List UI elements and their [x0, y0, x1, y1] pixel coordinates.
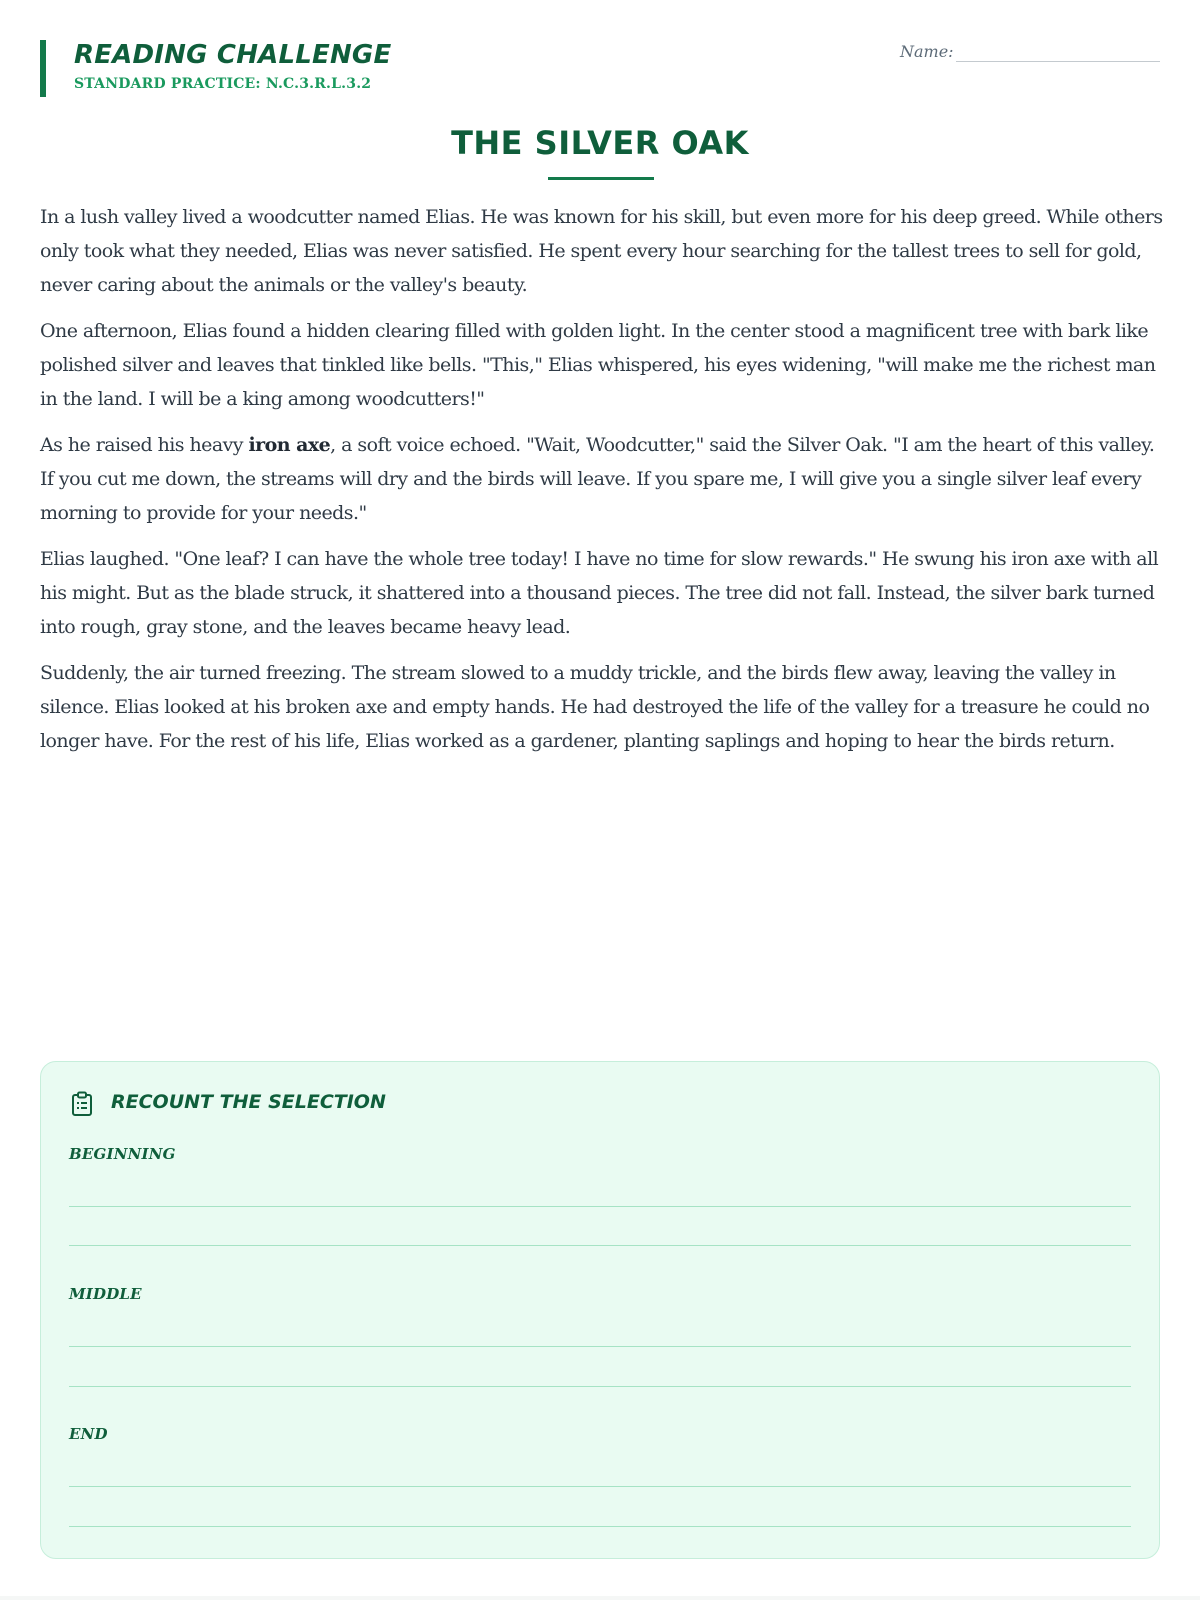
paragraph-text: As he raised his heavy	[40, 434, 249, 456]
beginning-label: BEGINNING	[69, 1145, 176, 1163]
end-line-2[interactable]	[69, 1526, 1131, 1527]
standard-label: STANDARD PRACTICE: N.C.3.R.L.3.2	[74, 76, 372, 92]
recount-panel	[40, 1061, 1160, 1559]
recount-title: RECOUNT THE SELECTION	[111, 1091, 386, 1113]
header-accent-bar	[40, 40, 46, 97]
story-paragraph-1: In a lush valley lived a woodcutter named Elias. He was known for his skill, but even more for his deep greed. While others only took what they needed, Elias was never satisfied. He spent every hour searching for the tallest trees to sell for gold, never caring about the animals or the valley's beauty.	[40, 206, 1163, 296]
worksheet-title: READING CHALLENGE	[74, 40, 392, 70]
story-paragraph-2: One afternoon, Elias found a hidden clearing filled with golden light. In the center stood a magnificent tree with bark like polished silver and leaves that tinkled like bells. "This," Elias whispered, his eyes widening, "will make me the richest man in the land. I will be a king among woodcutters!"	[40, 320, 1156, 410]
story-paragraph-4: Elias laughed. "One leaf? I can have the whole tree today! I have no time for slow rewards." He swung his iron axe with all his might. But as the blade struck, it shattered into a thousand pieces. The tree did not fall. Instead, the silver bark turned into rough, gray stone, and the leaves became heavy lead.	[40, 548, 1159, 638]
end-label: END	[69, 1425, 108, 1443]
worksheet-header	[40, 40, 1160, 100]
bold-term: iron axe	[248, 434, 331, 456]
story-paragraph-3	[40, 428, 1164, 530]
paragraph-text: , a soft voice echoed. "Wait, Woodcutter," said the Silver Oak. "I am the heart of this valley. If you cut me down, the streams will dry and the birds will leave. If you spare me, I will give you a single silver leaf every morning to provide for your needs."	[40, 434, 1155, 524]
story-paragraph-5: Suddenly, the air turned freezing. The stream slowed to a muddy trickle, and the birds flew away, leaving the valley in silence. Elias looked at his broken axe and empty hands. He had destroyed the life of the valley for a treasure he could no longer have. For the rest of his life, Elias worked as a gardener, planting saplings and hoping to hear the birds return.	[40, 662, 1150, 752]
clipboard-icon	[71, 1091, 93, 1117]
beginning-line-1[interactable]	[69, 1206, 1131, 1207]
middle-label: MIDDLE	[69, 1285, 142, 1303]
story-title: THE SILVER OAK	[451, 124, 749, 162]
name-input-line[interactable]	[956, 61, 1160, 62]
beginning-line-2[interactable]	[69, 1245, 1131, 1246]
middle-line-1[interactable]	[69, 1346, 1131, 1347]
name-label: Name:	[900, 42, 954, 61]
title-underline	[548, 177, 654, 180]
name-field[interactable]	[900, 42, 1160, 66]
middle-line-2[interactable]	[69, 1386, 1131, 1387]
end-line-1[interactable]	[69, 1486, 1131, 1487]
story-text	[40, 200, 1164, 770]
